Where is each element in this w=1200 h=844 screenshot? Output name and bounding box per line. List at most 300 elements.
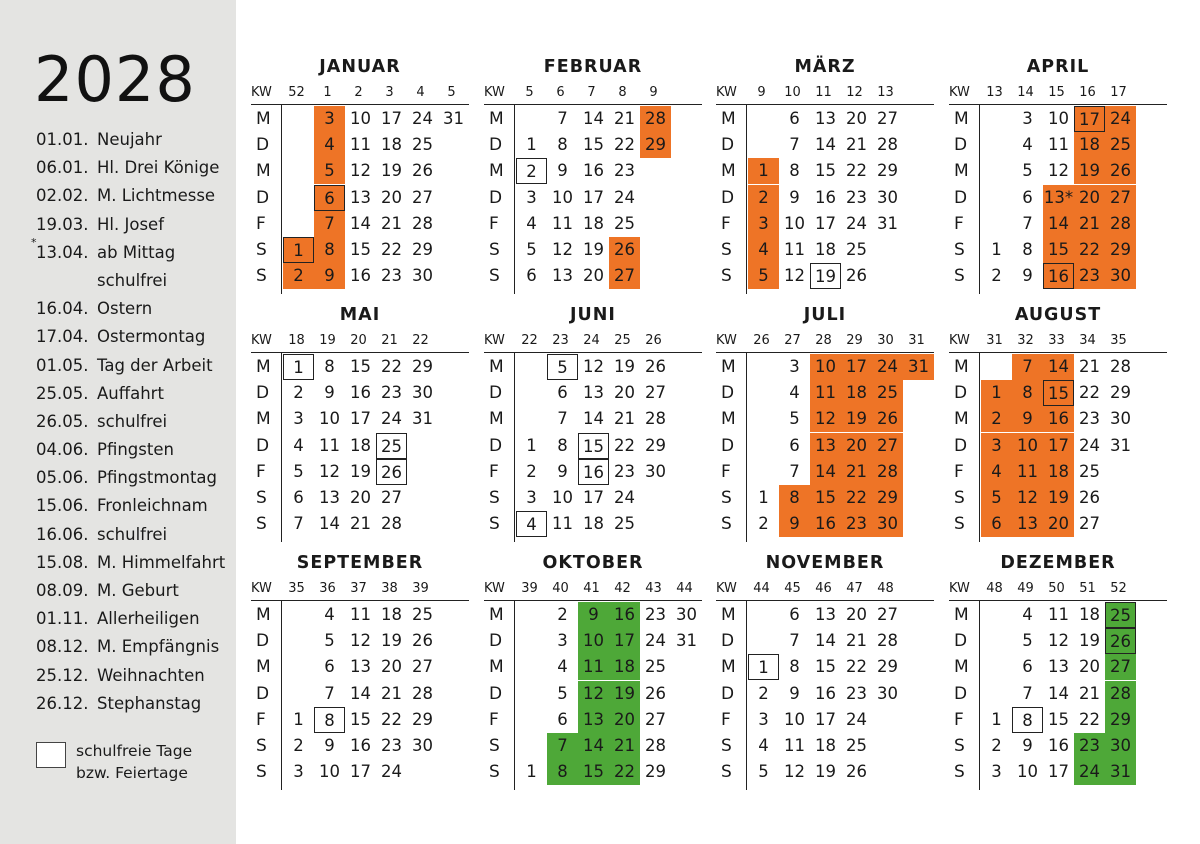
day-cell: 14: [810, 459, 841, 485]
holiday-name: Ostermontag: [97, 327, 206, 347]
day-cell: 19: [350, 461, 371, 481]
day-cell: 26: [846, 266, 867, 286]
day-cell: 10: [319, 409, 340, 429]
week-number: 40: [552, 581, 569, 596]
holiday-date: 05.06.: [36, 468, 89, 488]
week-number: 24: [583, 333, 600, 348]
weekday-label: M: [489, 109, 504, 129]
week-number-row: [251, 83, 469, 103]
day-cell: 5: [1022, 631, 1033, 651]
day-cell: 29: [645, 435, 666, 455]
month-divider: [949, 600, 1167, 601]
holiday-name: M. Lichtmesse: [97, 186, 216, 206]
day-cell: 16: [1048, 736, 1069, 755]
day-cell: 21: [846, 631, 867, 651]
day-cell: 27: [877, 109, 898, 128]
day-cell: 23: [381, 383, 402, 403]
day-cell: 15: [1048, 709, 1069, 729]
day-cell: 20: [1043, 511, 1074, 537]
day-cell: 6: [324, 657, 335, 677]
day-cell: 17: [609, 628, 640, 654]
day-cell: 26: [412, 161, 433, 181]
day-cell: 25: [412, 135, 433, 155]
day-cell: 8: [557, 435, 568, 455]
weekday-label: M: [489, 161, 504, 182]
day-cell: 9: [314, 263, 345, 289]
day-cell: 20: [1079, 657, 1100, 677]
day-cell: 7: [789, 631, 800, 651]
day-cell: 23: [846, 187, 867, 207]
day-cell: 24: [614, 488, 635, 507]
week-number: 26: [753, 333, 770, 348]
day-cell: 6: [557, 709, 568, 729]
day-cell: 10: [810, 354, 841, 380]
day-cell: 28: [412, 213, 433, 233]
weekday-label: M: [721, 109, 736, 129]
week-number: 2: [354, 85, 363, 100]
day-cell: 25: [614, 213, 635, 233]
day-cell: 14: [578, 733, 609, 759]
day-cell: 31: [1110, 435, 1131, 455]
kw-label: KW: [949, 85, 970, 100]
day-cell: 27: [412, 187, 433, 207]
day-cell: 22: [1079, 383, 1100, 403]
day-cell: 13*: [1043, 185, 1074, 211]
weekday-label: S: [489, 514, 500, 535]
weekday-label: S: [256, 488, 267, 508]
month-block: [949, 552, 1167, 792]
day-cell: 20: [381, 187, 402, 207]
day-cell: 5: [758, 762, 769, 782]
holiday-date: 04.06.: [36, 440, 89, 460]
day-cell: 23: [381, 266, 402, 286]
day-cell: 22: [609, 759, 640, 785]
day-cell: 7: [789, 461, 800, 481]
day-cell: 3: [526, 187, 537, 207]
weekday-label: F: [489, 461, 499, 482]
day-cell: 19: [381, 161, 402, 181]
day-cell: 19: [381, 631, 402, 651]
weekday-label: F: [721, 213, 731, 234]
holiday-date: 16.06.: [36, 524, 89, 544]
day-cell: 22: [381, 240, 402, 259]
day-cell: 11: [552, 514, 573, 534]
kw-label: KW: [484, 85, 505, 100]
year-title: 2028: [34, 43, 196, 116]
day-cell: 11: [350, 135, 371, 155]
day-cell: 19: [609, 681, 640, 707]
day-cell: 29: [640, 132, 671, 158]
month-divider: [716, 600, 934, 601]
day-cell: 21: [381, 683, 402, 703]
holiday-name: Stephanstag: [97, 693, 202, 713]
day-cell: 31: [1105, 759, 1136, 785]
day-cell: 23: [846, 683, 867, 703]
month-block: [251, 304, 469, 544]
day-cell: 9: [557, 461, 568, 481]
day-cell: 17: [381, 109, 402, 128]
day-cell: 4: [557, 657, 568, 677]
kw-label: KW: [484, 333, 505, 348]
day-cell: 16: [350, 266, 371, 286]
day-cell: 7: [324, 683, 335, 703]
day-cell: 21: [614, 409, 635, 429]
week-number: 35: [288, 581, 305, 596]
day-cell: 1: [283, 237, 314, 263]
day-cell: 1: [991, 240, 1002, 259]
holiday-name: Allerheiligen: [97, 609, 200, 629]
week-number: 42: [614, 581, 631, 596]
day-cell: 5: [748, 263, 779, 289]
day-cell: 30: [1110, 409, 1131, 429]
day-cell: 28: [872, 459, 903, 485]
holiday-name: Tag der Arbeit: [97, 355, 213, 375]
weekday-label: M: [256, 605, 271, 625]
holiday-item: [36, 154, 236, 182]
weekday-label: S: [721, 266, 732, 287]
day-cell: 23: [614, 161, 635, 181]
kw-label: KW: [251, 581, 272, 596]
week-number-row: [716, 83, 934, 103]
day-cell: 23: [841, 511, 872, 537]
weekday-label: F: [256, 461, 266, 482]
day-cell: 29: [412, 357, 433, 376]
weekday-label: D: [489, 135, 503, 156]
holiday-date: 02.02.: [36, 186, 89, 206]
day-cell: 3: [991, 762, 1002, 782]
week-number: 50: [1048, 581, 1065, 596]
day-cell: 16: [350, 383, 371, 403]
day-cell: 17: [815, 709, 836, 729]
day-cell: 11: [578, 654, 609, 680]
month-name: JUNI: [570, 305, 616, 325]
day-cell: 18: [609, 654, 640, 680]
weekday-label: D: [954, 631, 968, 652]
day-cell: 27: [872, 433, 903, 459]
week-number: 52: [288, 85, 305, 100]
week-number: 44: [753, 581, 770, 596]
day-cell: 20: [1074, 185, 1105, 211]
weekday-label: M: [721, 161, 736, 182]
holiday-name: Neujahr: [97, 130, 162, 149]
day-cell: 15: [1043, 380, 1074, 406]
day-cell: 6: [557, 383, 568, 403]
day-cell: 5: [314, 158, 345, 184]
month-name: NOVEMBER: [765, 553, 885, 573]
weekday-label: D: [954, 383, 968, 404]
day-cell: 27: [645, 383, 666, 403]
weekday-label: D: [954, 187, 968, 208]
holiday-date: 17.04.: [36, 327, 89, 347]
day-cell: 18: [815, 736, 836, 755]
holiday-date: 06.01.: [36, 158, 89, 178]
day-cell: 21: [846, 135, 867, 155]
day-cell: 15: [815, 657, 836, 677]
day-cell: 10: [319, 762, 340, 782]
day-cell: 7: [789, 135, 800, 155]
day-cell: 11: [784, 240, 805, 259]
day-cell: 19: [583, 240, 604, 259]
week-number: 3: [385, 85, 394, 100]
month-divider: [716, 352, 934, 353]
day-cell: 5: [981, 485, 1012, 511]
week-number: 4: [416, 85, 425, 100]
holiday-item: [36, 295, 236, 323]
week-number: 9: [649, 85, 658, 100]
day-cell: 13: [810, 433, 841, 459]
day-cell: 25: [645, 657, 666, 677]
day-cell: 17: [1043, 433, 1074, 459]
day-cell: 29: [412, 240, 433, 259]
day-cell: 9: [578, 602, 609, 628]
holiday-item: [36, 605, 236, 633]
day-cell: 21: [1079, 357, 1100, 376]
day-cell: 15: [810, 485, 841, 511]
weekday-label: S: [489, 240, 500, 260]
week-number: 46: [815, 581, 832, 596]
day-cell: 25: [1105, 602, 1136, 628]
day-cell: 3: [526, 488, 537, 507]
weekday-label: F: [721, 461, 731, 482]
kw-label: KW: [251, 85, 272, 100]
day-cell: 14: [319, 514, 340, 534]
day-cell: 2: [748, 185, 779, 211]
day-cell: 6: [314, 185, 345, 211]
day-cell: 29: [1105, 707, 1136, 733]
day-cell: 16: [810, 511, 841, 537]
day-cell: 21: [614, 109, 635, 128]
day-cell: 14: [1043, 211, 1074, 237]
weekday-label: M: [721, 605, 736, 625]
holiday-date: 19.03.: [36, 214, 89, 234]
day-cell: 11: [1048, 135, 1069, 155]
day-cell: 24: [381, 409, 402, 429]
day-cell: 4: [1022, 135, 1033, 155]
day-cell: 2: [516, 158, 547, 184]
month-name: MÄRZ: [794, 57, 856, 77]
week-number: 34: [1079, 333, 1096, 348]
week-number-row: [484, 83, 702, 103]
holiday-date: 13.04.: [36, 242, 89, 262]
weekday-label: S: [489, 266, 500, 287]
day-cell: 17: [841, 354, 872, 380]
month-divider: [251, 600, 469, 601]
week-number: 8: [618, 85, 627, 100]
day-cell: 14: [350, 213, 371, 233]
week-number: 45: [784, 581, 801, 596]
day-cell: 17: [815, 213, 836, 233]
sidebar: [0, 0, 236, 844]
weekday-label: D: [489, 187, 503, 208]
holiday-date: 08.12.: [36, 637, 89, 657]
day-cell: 30: [877, 187, 898, 207]
day-cell: 14: [350, 683, 371, 703]
day-cell: 9: [1022, 266, 1033, 286]
day-cell: 11: [1048, 605, 1069, 624]
day-cell: 31: [443, 109, 464, 128]
weekday-label: M: [489, 657, 504, 678]
day-cell: 16: [815, 187, 836, 207]
day-cell: 31: [877, 213, 898, 233]
day-cell: 21: [1079, 683, 1100, 703]
day-cell: 1: [748, 158, 779, 184]
week-number: 1: [323, 85, 332, 100]
month-divider: [484, 104, 702, 105]
day-cell: 20: [381, 657, 402, 677]
week-number-row: [716, 579, 934, 599]
holiday-name: Auffahrt: [97, 383, 164, 403]
day-cell: 26: [846, 762, 867, 782]
day-cell: 27: [412, 657, 433, 677]
holiday-name: schulfrei: [97, 411, 168, 431]
day-cell: 30: [676, 605, 697, 624]
weekday-label: S: [256, 514, 267, 535]
day-cell: 26: [872, 406, 903, 432]
day-cell: 27: [381, 488, 402, 507]
week-number-row: [716, 331, 934, 351]
day-cell: 20: [841, 433, 872, 459]
day-cell: 16: [609, 602, 640, 628]
day-cell: 21: [609, 733, 640, 759]
holiday-date: 26.05.: [36, 411, 89, 431]
day-cell: 3: [758, 709, 769, 729]
week-number-row: [949, 83, 1167, 103]
day-cell: 30: [1105, 733, 1136, 759]
day-cell: 19: [1074, 158, 1105, 184]
day-cell: 19: [1079, 631, 1100, 651]
week-number: 37: [350, 581, 367, 596]
day-cell: 21: [841, 459, 872, 485]
weekday-label: D: [721, 135, 735, 156]
day-cell: 28: [645, 736, 666, 755]
day-cell: 27: [645, 709, 666, 729]
day-cell: 5: [1022, 161, 1033, 181]
day-cell: 1: [758, 488, 769, 507]
week-number: 38: [381, 581, 398, 596]
day-cell: 29: [1105, 237, 1136, 263]
holiday-date: 01.01.: [36, 130, 89, 149]
legend-text: [76, 740, 192, 784]
week-number: 51: [1079, 581, 1096, 596]
holiday-item: [36, 352, 236, 380]
month-block: [716, 304, 934, 544]
day-cell: 20: [350, 488, 371, 507]
weekday-label: M: [256, 357, 271, 377]
month-divider: [484, 352, 702, 353]
week-number: 27: [784, 333, 801, 348]
day-cell: 15: [350, 357, 371, 376]
week-number: 36: [319, 581, 336, 596]
day-cell: 27: [1105, 654, 1136, 680]
day-cell: 28: [877, 135, 898, 155]
weekday-label: D: [954, 435, 968, 456]
day-cell: 1: [526, 762, 537, 782]
week-number: 48: [986, 581, 1003, 596]
weekday-label: D: [721, 187, 735, 208]
week-number: 44: [676, 581, 693, 596]
day-cell: 4: [314, 132, 345, 158]
day-cell: 24: [614, 187, 635, 207]
day-cell: 3: [1022, 109, 1033, 128]
day-cell: 11: [810, 380, 841, 406]
weekday-label: S: [954, 266, 965, 287]
day-cell: 24: [1105, 106, 1136, 132]
day-cell: 11: [784, 736, 805, 755]
weekday-label: S: [954, 488, 965, 508]
month-name: JANUAR: [319, 57, 401, 77]
day-cell: 26: [1105, 628, 1136, 654]
day-cell: 8: [547, 759, 578, 785]
week-number: 14: [1017, 85, 1034, 100]
day-cell: 26: [376, 459, 407, 485]
week-number: 5: [447, 85, 456, 100]
weekday-label: S: [721, 762, 732, 783]
week-number-row: [251, 579, 469, 599]
day-cell: 2: [758, 514, 769, 534]
day-cell: 19: [810, 263, 841, 289]
week-number: 15: [1048, 85, 1065, 100]
day-cell: 16: [350, 736, 371, 755]
week-number: 13: [877, 85, 894, 100]
day-cell: 18: [381, 135, 402, 155]
day-cell: 29: [645, 762, 666, 782]
day-cell: 5: [526, 240, 537, 259]
day-cell: 19: [815, 762, 836, 782]
day-cell: 22: [1079, 709, 1100, 729]
week-number: 31: [908, 333, 925, 348]
holiday-name: Pfingsten: [97, 440, 174, 460]
day-cell: 13: [815, 605, 836, 624]
day-cell: 1: [526, 135, 537, 155]
day-cell: 7: [1012, 354, 1043, 380]
day-cell: 16: [815, 683, 836, 703]
day-cell: 30: [1105, 263, 1136, 289]
day-cell: 17: [350, 762, 371, 782]
week-number: 21: [381, 333, 398, 348]
month-name: JULI: [803, 305, 847, 325]
day-cell: 21: [381, 213, 402, 233]
weekday-label: S: [256, 736, 267, 756]
day-cell: 8: [1012, 380, 1043, 406]
holiday-item: [36, 211, 236, 239]
day-cell: 10: [552, 187, 573, 207]
day-cell: 29: [872, 485, 903, 511]
day-cell: 7: [1022, 683, 1033, 703]
weekday-label: D: [954, 683, 968, 704]
day-cell: 26: [609, 237, 640, 263]
weekday-label: M: [954, 109, 969, 129]
day-cell: 12: [578, 681, 609, 707]
week-number: 19: [319, 333, 336, 348]
month-divider: [484, 600, 702, 601]
day-cell: 4: [981, 459, 1012, 485]
day-cell: 8: [789, 657, 800, 677]
day-cell: 14: [815, 135, 836, 155]
day-cell: 26: [1079, 488, 1100, 507]
day-cell: 17: [583, 488, 604, 507]
holiday-date: 01.05.: [36, 355, 89, 375]
day-cell: 12: [1048, 161, 1069, 181]
weekday-label: D: [489, 631, 503, 652]
week-number: 11: [815, 85, 832, 100]
day-cell: 16: [578, 459, 609, 485]
day-cell: 27: [1105, 185, 1136, 211]
day-cell: 2: [557, 605, 568, 624]
day-cell: 15: [583, 135, 604, 155]
week-number: 12: [846, 85, 863, 100]
day-cell: 22: [381, 357, 402, 376]
day-cell: 22: [841, 485, 872, 511]
